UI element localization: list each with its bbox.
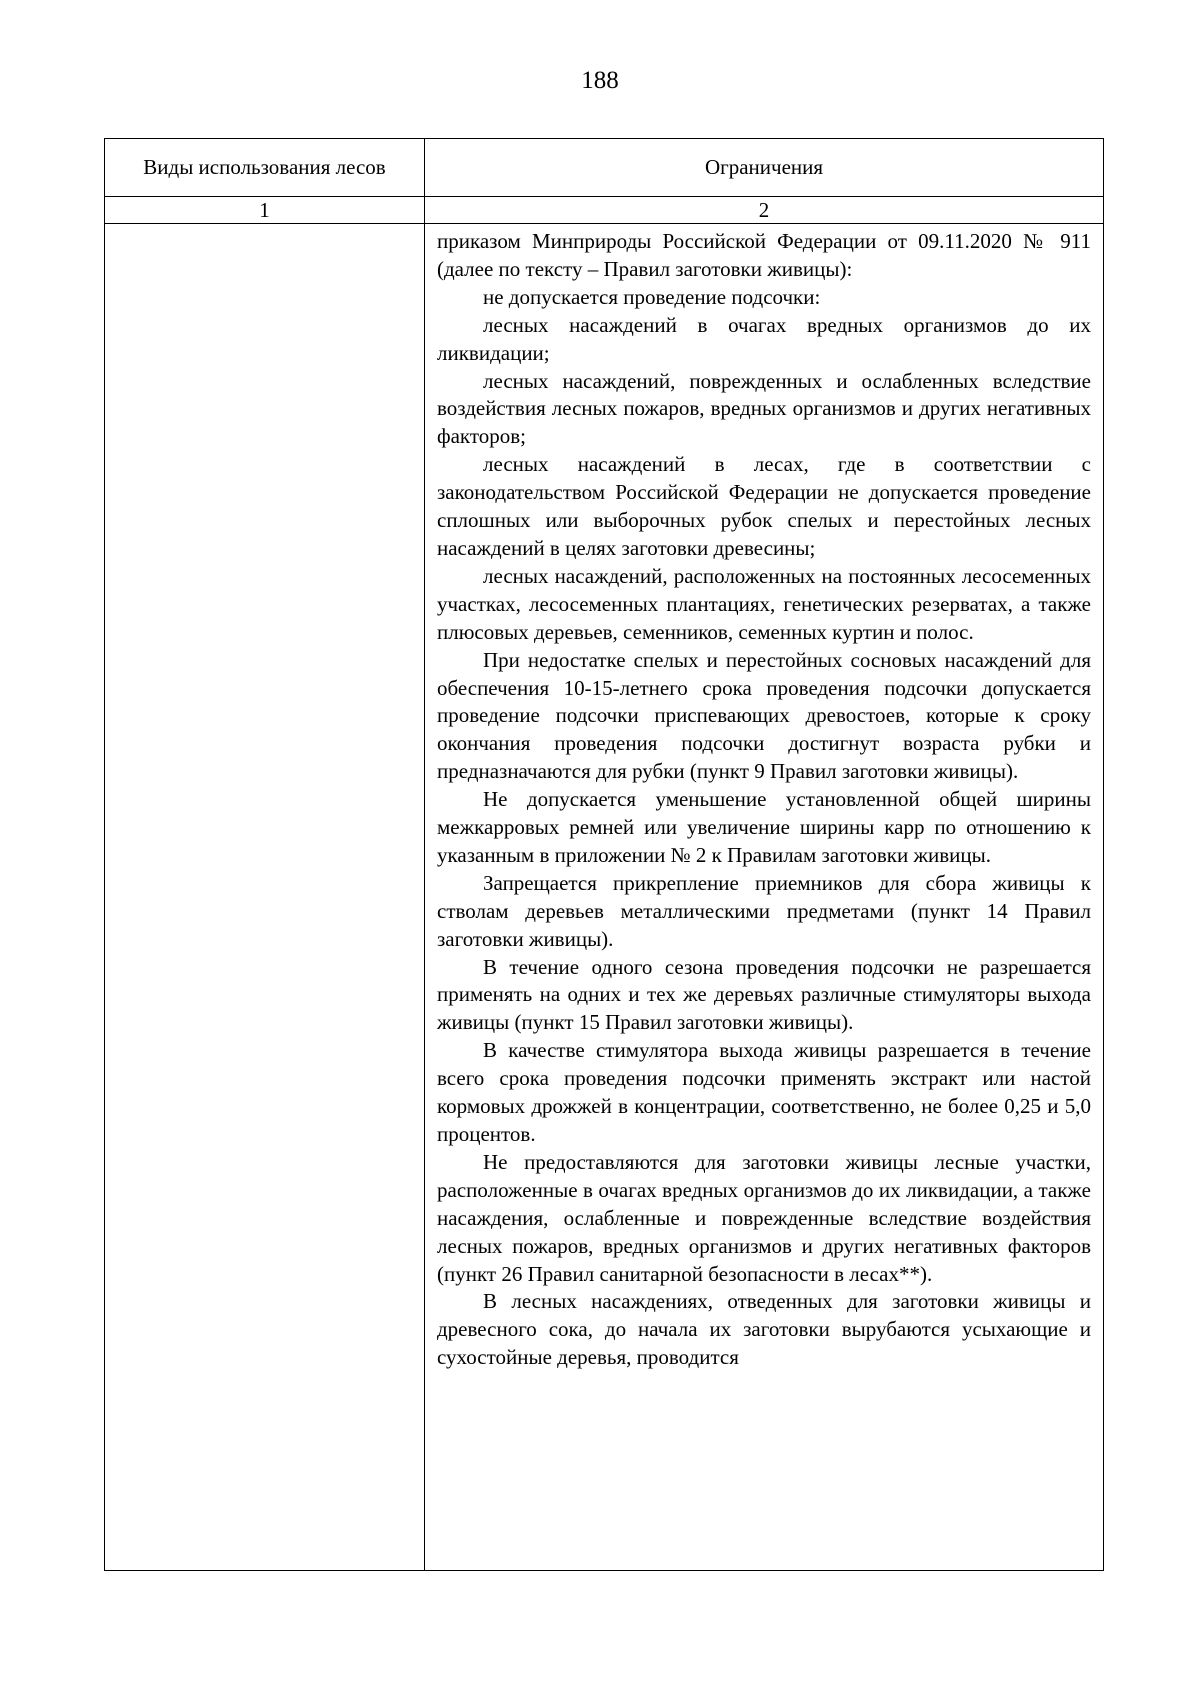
table-column-numbers-row	[105, 197, 1104, 224]
restriction-paragraph: не допускается проведение подсочки:	[483, 284, 821, 309]
restriction-paragraph: лесных насаждений, поврежденных и ослабленных вследствие воздействия лесных пожаров, вредных организмов и других негативных факторов;	[437, 368, 1091, 449]
restriction-paragraph: В качестве стимулятора выхода живицы разрешается в течение всего срока проведения подсочки применять экстракт или настой кормовых дрожжей в концентрации, соответственно, не более 0,25 и 5,0 процентов.	[437, 1038, 1091, 1146]
restriction-paragraph: Не допускается уменьшение установленной общей ширины межкарровых ремней или увеличение ширины карр по отношению к указанным в приложении № 2 к Правилам заготовки живицы.	[437, 787, 1091, 867]
restriction-paragraph: лесных насаждений в лесах, где в соответствии с законодательством Российской Федерации не допускается проведение сплошных или выборочных рубок спелых и перестойных лесных насаждений в целях заготовки древесины;	[437, 452, 1091, 560]
restriction-paragraph: лесных насаждений в очагах вредных организмов до их ликвидации;	[437, 312, 1091, 365]
restriction-paragraph: лесных насаждений, расположенных на постоянных лесосеменных участках, лесосеменных плантациях, генетических резерватах, а также плюсовых деревьев, семенников, семенных куртин и полос.	[437, 563, 1091, 644]
restriction-paragraph: Не предоставляются для заготовки живицы лесные участки, расположенные в очагах вредных организмов до их ликвидации, а также насаждения, ослабленные и поврежденные вследствие воздействия лесных пожаров, вредных организмов и других негативных факторов (пункт 26 Правил санитарной безопасности в лесах**).	[437, 1149, 1091, 1286]
restriction-paragraph: При недостатке спелых и перестойных сосновых насаждений для обеспечения 10-15-летнего срока проведения подсочки допускается проведение подсочки приспевающих древостоев, которые к сроку окончания проведения подсочки достигнут возраста рубки и предназначаются для рубки (пункт 9 Правил заготовки живицы).	[437, 647, 1091, 784]
restriction-paragraph: В лесных насаждениях, отведенных для заготовки живицы и древесного сока, до начала их заготовки вырубаются усыхающие и сухостойные деревья, проводится	[437, 1289, 1091, 1370]
page-number: 188	[581, 67, 619, 94]
restriction-paragraph: Запрещается прикрепление приемников для сбора живицы к стволам деревьев металлическими предметами (пункт 14 Правил заготовки живицы).	[437, 870, 1091, 951]
restriction-paragraph: приказом Минприроды Российской Федерации от 09.11.2020 № 911 (далее по тексту – Правил заготовки живицы):	[437, 229, 1091, 281]
table-row	[105, 224, 1104, 1571]
forest-use-type-cell	[105, 224, 425, 1571]
column-number-1: 1	[105, 197, 425, 224]
column-number-2: 2	[425, 197, 1104, 224]
restrictions-cell	[425, 224, 1104, 1571]
restrictions-table	[104, 138, 1104, 1571]
table-header-row	[105, 139, 1104, 197]
restriction-paragraph: В течение одного сезона проведения подсочки не разрешается применять на одних и тех же деревьях различные стимуляторы выхода живицы (пункт 15 Правил заготовки живицы).	[437, 954, 1091, 1035]
column-header-forest-use-types: Виды использования лесов	[105, 139, 425, 197]
column-header-restrictions: Ограничения	[425, 139, 1104, 197]
